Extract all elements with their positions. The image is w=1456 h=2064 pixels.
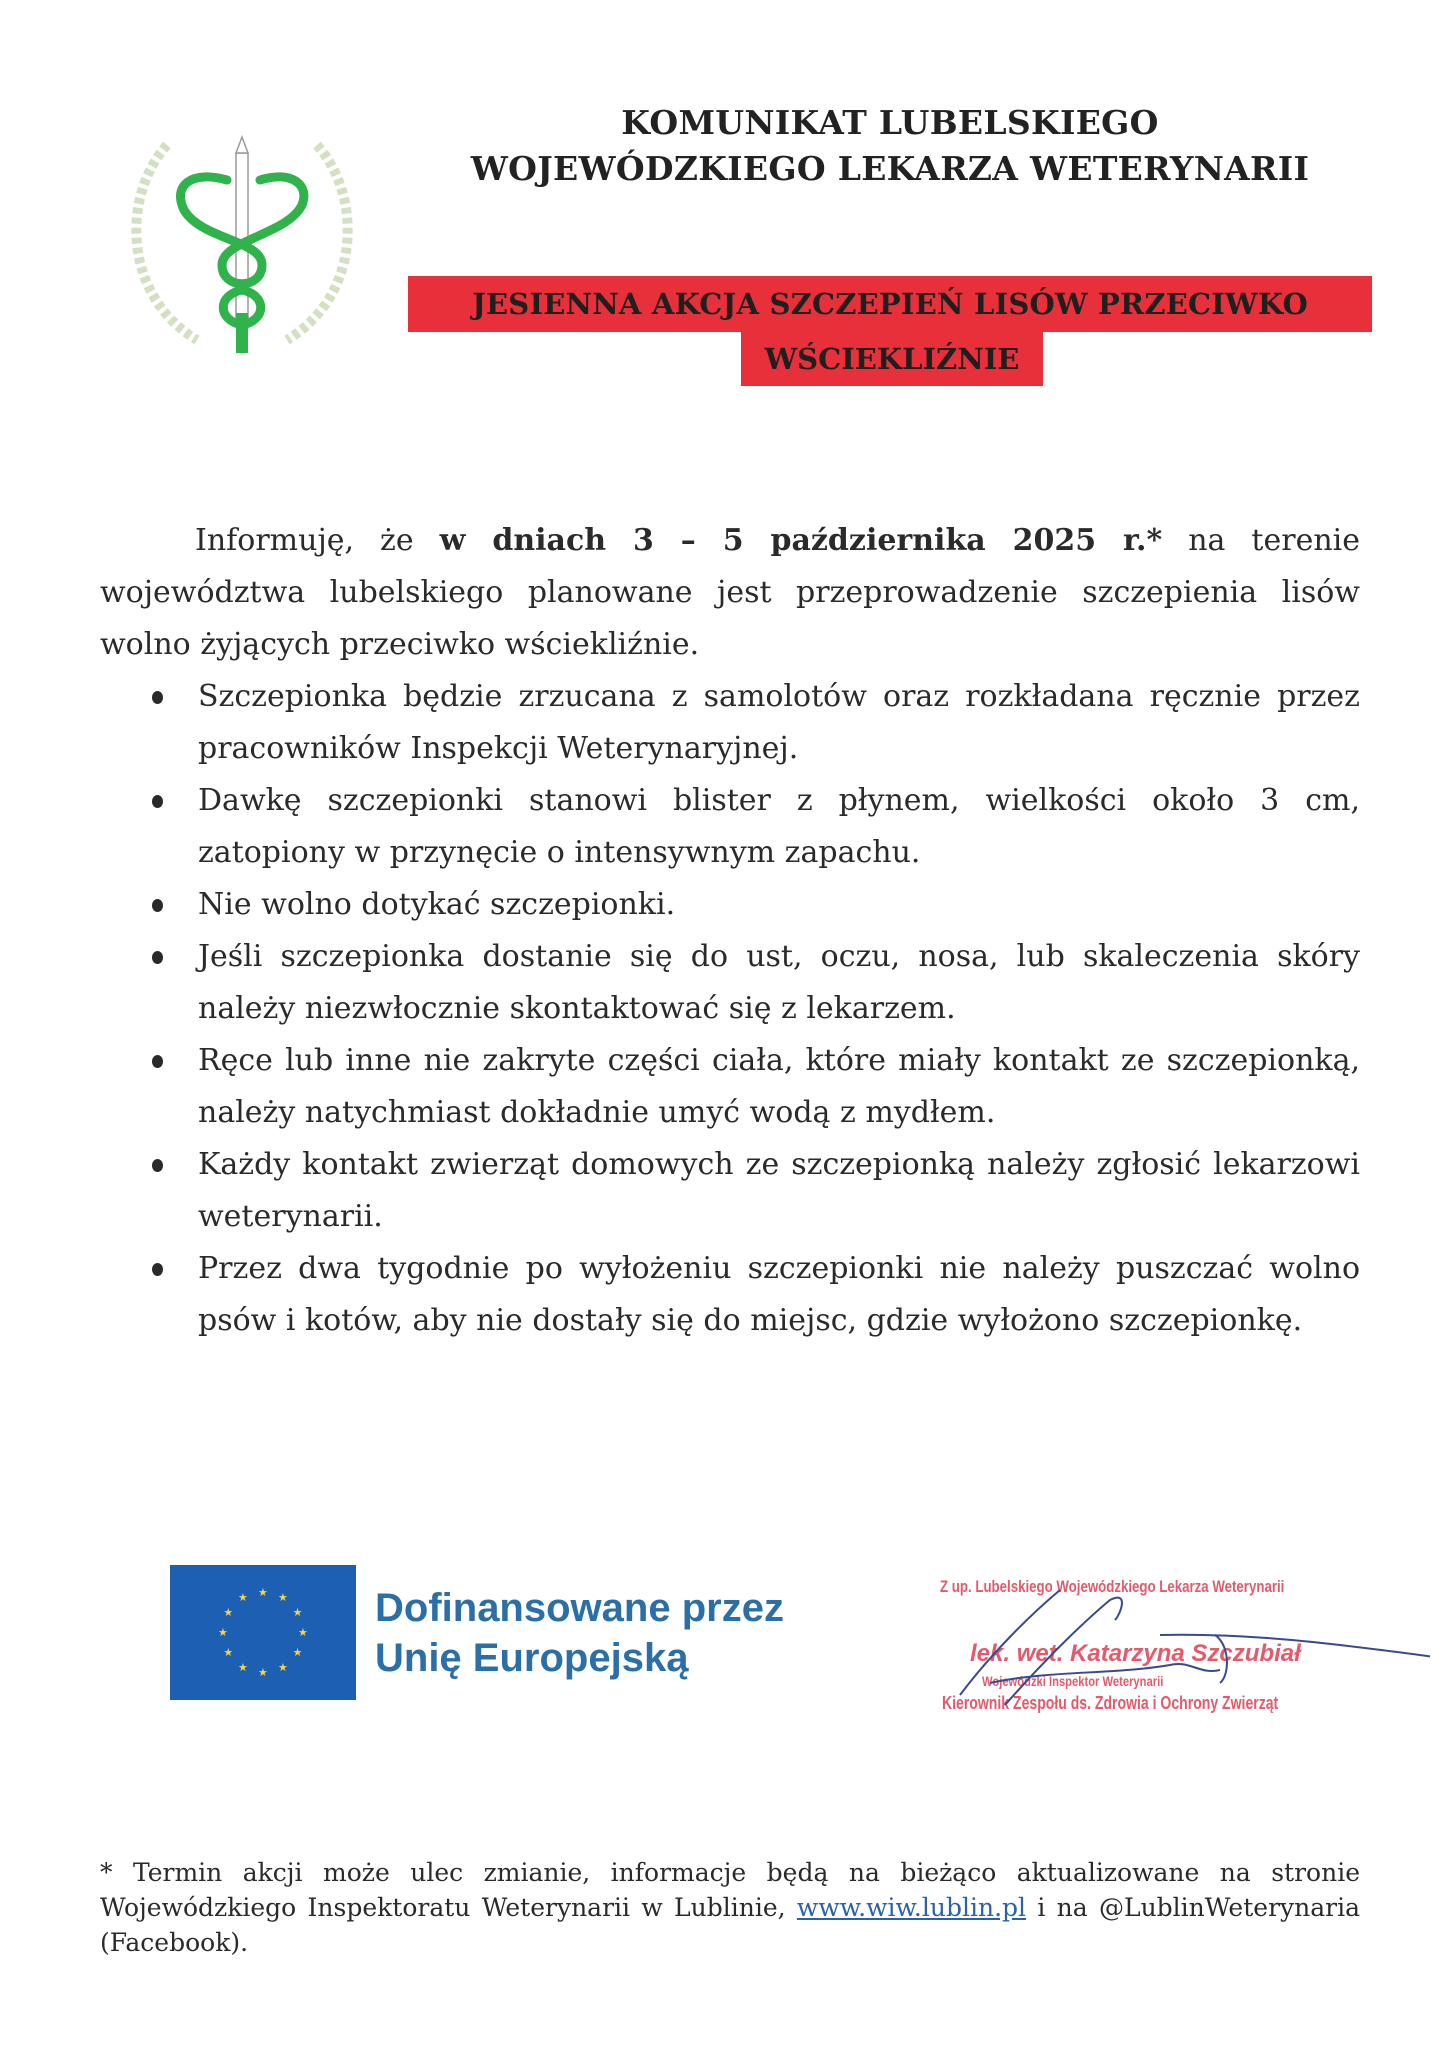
list-item <box>100 1243 1360 1347</box>
signature-stamp <box>930 1565 1430 1735</box>
eu-text-line-2: Unię Europejską <box>375 1636 689 1680</box>
intro-rest: na terenie województwa lubelskiego planowane jest przeprowadzenie szczepienia lisów wolno żyjących przeciwko wściekliźnie. <box>100 523 1360 662</box>
handwritten-signature-icon <box>930 1565 1430 1735</box>
eu-star-icon: ★ <box>258 1666 268 1679</box>
bullet-icon <box>152 899 163 912</box>
eu-star-icon: ★ <box>238 1591 248 1605</box>
list-item-text: Ręce lub inne nie zakryte części ciała, które miały kontakt ze szczepionką, należy natychmiast dokładnie umyć wodą z mydłem. <box>198 1043 1360 1130</box>
list-item-text: Każdy kontakt zwierząt domowych ze szczepionką należy zgłosić lekarzowi weterynarii. <box>198 1147 1360 1234</box>
document-title <box>420 100 1360 192</box>
list-item <box>100 931 1360 1035</box>
list-item-text: Dawkę szczepionki stanowi blister z płynem, wielkości około 3 cm, zatopiony w przynęcie o intensywnym zapachu. <box>198 783 1360 870</box>
banner-line-1: JESIENNA AKCJA SZCZEPIEŃ LISÓW PRZECIWKO <box>408 276 1372 332</box>
footnote-social: i na @LublinWeterynaria (Facebook). <box>100 1893 1360 1957</box>
veterinary-inspection-logo <box>112 125 372 375</box>
eu-star-icon: ★ <box>223 1606 234 1619</box>
footnote <box>100 1855 1360 1960</box>
footnote-text: * Termin akcji może ulec zmianie, informacje będą na bieżąco aktualizowane na stronie Wojewódzkiego Inspektoratu Weterynarii w Lublinie, <box>100 1858 1360 1922</box>
announcement-body <box>100 515 1360 1347</box>
eu-star-icon: ★ <box>238 1660 248 1674</box>
eu-star-icon: ★ <box>278 1591 288 1605</box>
bullet-icon <box>152 691 163 704</box>
list-item-text: Jeśli szczepionka dostanie się do ust, oczu, nosa, lub skaleczenia skóry należy niezwłocznie skontaktować się z lekarzem. <box>198 939 1360 1026</box>
stamp-title-line: Wojewódzki Inspektor Weterynarii <box>982 1673 1164 1689</box>
list-item <box>100 1139 1360 1243</box>
list-item <box>100 671 1360 775</box>
intro-lead: Informuję, że <box>195 523 440 558</box>
instructions-list <box>100 671 1360 1347</box>
website-link[interactable]: www.wiw.lublin.pl <box>796 1893 1027 1922</box>
intro-paragraph <box>100 515 1360 671</box>
campaign-banner <box>408 276 1372 386</box>
eu-star-icon: ★ <box>258 1586 268 1599</box>
campaign-dates: w dniach 3 – 5 października 2025 r.* <box>439 523 1163 558</box>
eu-star-icon: ★ <box>292 1606 303 1619</box>
stamp-authority-line: Z up. Lubelskiego Wojewódzkiego Lekarza Weterynarii <box>940 1577 1285 1596</box>
list-item-text: Przez dwa tygodnie po wyłożeniu szczepionki nie należy puszczać wolno psów i kotów, aby nie dostały się do miejsc, gdzie wyłożono szczepionkę. <box>198 1251 1360 1338</box>
caduceus-laurel-logo-icon <box>112 125 372 375</box>
eu-star-icon: ★ <box>223 1646 234 1659</box>
eu-star-icon: ★ <box>292 1646 303 1659</box>
bullet-icon <box>152 951 163 964</box>
stamp-position-line: Kierownik Zespołu ds. Zdrowia i Ochrony Zwierząt <box>942 1693 1279 1713</box>
eu-star-icon: ★ <box>298 1626 308 1639</box>
bullet-icon <box>152 1159 163 1172</box>
title-line-1: KOMUNIKAT LUBELSKIEGO <box>621 103 1159 142</box>
eu-star-icon: ★ <box>278 1660 288 1674</box>
list-item-text: Szczepionka będzie zrzucana z samolotów oraz rozkładana ręcznie przez pracowników Inspekcji Weterynaryjnej. <box>198 679 1360 766</box>
eu-flag-icon <box>170 1565 356 1700</box>
bullet-icon <box>152 1263 163 1276</box>
list-item <box>100 879 1360 931</box>
bullet-icon <box>152 1055 163 1068</box>
title-line-2: WOJEWÓDZKIEGO LEKARZA WETERYNARII <box>470 149 1310 188</box>
banner-line-2: WŚCIEKLIŹNIE <box>741 332 1043 386</box>
eu-funding-text <box>375 1583 795 1683</box>
bullet-icon <box>152 795 163 808</box>
list-item <box>100 1035 1360 1139</box>
stamp-name-line: lek. wet. Katarzyna Szczubiał <box>970 1640 1301 1667</box>
list-item-text: Nie wolno dotykać szczepionki. <box>198 887 676 922</box>
list-item <box>100 775 1360 879</box>
eu-star-icon: ★ <box>218 1626 228 1639</box>
eu-text-line-1: Dofinansowane przez <box>375 1586 784 1630</box>
